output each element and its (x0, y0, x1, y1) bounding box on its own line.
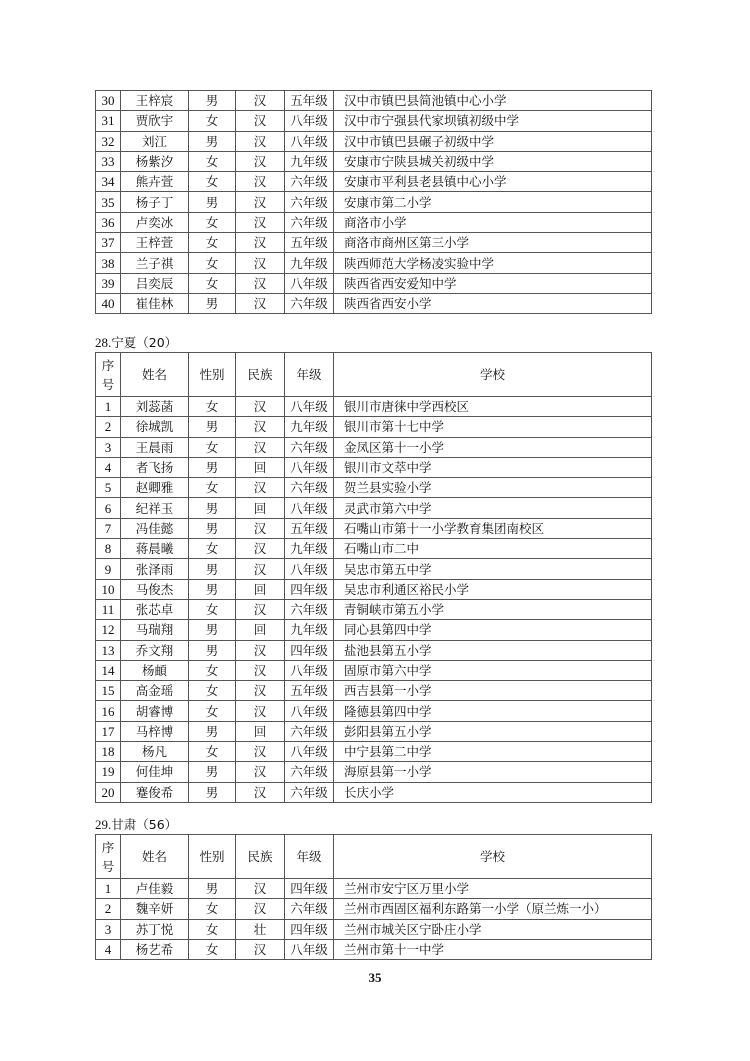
cell-index: 2 (96, 417, 121, 437)
cell-name: 崔佳林 (121, 293, 189, 313)
section-name: 甘肃 (111, 817, 137, 832)
table-row (96, 899, 652, 919)
table-row (96, 91, 652, 111)
cell-gender: 女 (189, 253, 236, 273)
cell-gender: 女 (189, 478, 236, 498)
cell-grade: 四年级 (285, 879, 334, 899)
cell-school: 兰州市安宁区万里小学 (334, 879, 652, 899)
cell-school: 石嘴山市二中 (334, 539, 652, 559)
cell-index: 32 (96, 131, 121, 151)
table-row (96, 417, 652, 437)
cell-grade: 六年级 (285, 899, 334, 919)
cell-grade: 六年级 (285, 721, 334, 741)
cell-name: 马梓博 (121, 721, 189, 741)
cell-gender: 男 (189, 579, 236, 599)
header-row (96, 835, 652, 879)
table-row (96, 782, 652, 802)
cell-index: 3 (96, 437, 121, 457)
cell-gender: 女 (189, 599, 236, 619)
cell-grade: 八年级 (285, 457, 334, 477)
cell-ethnicity: 汉 (236, 518, 285, 538)
cell-ethnicity: 壮 (236, 919, 285, 939)
cell-gender: 男 (189, 91, 236, 111)
cell-index: 34 (96, 172, 121, 192)
cell-index: 18 (96, 742, 121, 762)
cell-grade: 六年级 (285, 437, 334, 457)
cell-name: 高金瑶 (121, 681, 189, 701)
cell-school: 贺兰县实验小学 (334, 478, 652, 498)
cell-school: 银川市第十七中学 (334, 417, 652, 437)
table-row (96, 111, 652, 131)
cell-name: 张芯卓 (121, 599, 189, 619)
cell-gender: 女 (189, 939, 236, 959)
cell-ethnicity: 汉 (236, 681, 285, 701)
cell-gender: 男 (189, 192, 236, 212)
cell-name: 刘蕊菡 (121, 397, 189, 417)
table-gansu (95, 834, 652, 960)
table-row (96, 151, 652, 171)
cell-grade: 六年级 (285, 762, 334, 782)
cell-ethnicity: 汉 (236, 172, 285, 192)
cell-school: 彭阳县第五小学 (334, 721, 652, 741)
cell-index: 2 (96, 899, 121, 919)
cell-name: 魏辛妍 (121, 899, 189, 919)
table-row (96, 192, 652, 212)
cell-name: 杨凡 (121, 742, 189, 762)
cell-school: 安康市第二小学 (334, 192, 652, 212)
cell-school: 安康市宁陕县城关初级中学 (334, 151, 652, 171)
table-row (96, 701, 652, 721)
cell-index: 4 (96, 939, 121, 959)
table-row (96, 457, 652, 477)
cell-gender: 女 (189, 919, 236, 939)
cell-index: 36 (96, 212, 121, 232)
cell-gender: 女 (189, 437, 236, 457)
cell-gender: 男 (189, 782, 236, 802)
section-number: 28. (95, 335, 112, 350)
cell-school: 石嘴山市第十一小学教育集团南校区 (334, 518, 652, 538)
cell-ethnicity: 汉 (236, 742, 285, 762)
cell-school: 汉中市宁强县代家坝镇初级中学 (334, 111, 652, 131)
cell-ethnicity: 汉 (236, 640, 285, 660)
cell-name: 王晨雨 (121, 437, 189, 457)
header-ethnicity: 民族 (236, 353, 285, 397)
cell-gender: 女 (189, 151, 236, 171)
cell-school: 商洛市商州区第三小学 (334, 233, 652, 253)
table-row (96, 919, 652, 939)
cell-grade: 八年级 (285, 701, 334, 721)
cell-gender: 女 (189, 397, 236, 417)
cell-grade: 四年级 (285, 919, 334, 939)
cell-index: 33 (96, 151, 121, 171)
cell-gender: 男 (189, 640, 236, 660)
cell-school: 兰州市西固区福利东路第一小学（原兰炼一小） (334, 899, 652, 919)
table-row (96, 559, 652, 579)
header-index: 序 号 (96, 353, 121, 397)
cell-ethnicity: 汉 (236, 899, 285, 919)
cell-grade: 八年级 (285, 273, 334, 293)
cell-index: 31 (96, 111, 121, 131)
cell-gender: 女 (189, 212, 236, 232)
cell-school: 西吉县第一小学 (334, 681, 652, 701)
cell-gender: 女 (189, 273, 236, 293)
cell-index: 5 (96, 478, 121, 498)
cell-school: 陕西师范大学杨凌实验中学 (334, 253, 652, 273)
cell-ethnicity: 汉 (236, 701, 285, 721)
cell-gender: 男 (189, 762, 236, 782)
cell-school: 固原市第六中学 (334, 660, 652, 680)
cell-index: 16 (96, 701, 121, 721)
table-row (96, 742, 652, 762)
cell-index: 1 (96, 397, 121, 417)
cell-name: 卢佳毅 (121, 879, 189, 899)
cell-name: 马瑞翔 (121, 620, 189, 640)
cell-school: 吴忠市利通区裕民小学 (334, 579, 652, 599)
cell-school: 盐池县第五小学 (334, 640, 652, 660)
cell-index: 15 (96, 681, 121, 701)
cell-school: 汉中市镇巴县碾子初级中学 (334, 131, 652, 151)
cell-index: 39 (96, 273, 121, 293)
cell-name: 赵卿雅 (121, 478, 189, 498)
cell-gender: 男 (189, 620, 236, 640)
cell-gender: 女 (189, 111, 236, 131)
table-row (96, 579, 652, 599)
section-count: （56） (136, 817, 178, 832)
cell-ethnicity: 汉 (236, 939, 285, 959)
cell-ethnicity: 汉 (236, 762, 285, 782)
cell-school: 陕西省西安爱知中学 (334, 273, 652, 293)
cell-ethnicity: 汉 (236, 192, 285, 212)
cell-grade: 六年级 (285, 172, 334, 192)
cell-name: 杨艺希 (121, 939, 189, 959)
cell-name: 杨紫汐 (121, 151, 189, 171)
cell-gender: 女 (189, 660, 236, 680)
table-row (96, 721, 652, 741)
cell-ethnicity: 汉 (236, 879, 285, 899)
cell-grade: 八年级 (285, 742, 334, 762)
cell-ethnicity: 回 (236, 579, 285, 599)
cell-name: 刘江 (121, 131, 189, 151)
cell-gender: 女 (189, 172, 236, 192)
cell-name: 贾欣宇 (121, 111, 189, 131)
cell-gender: 男 (189, 498, 236, 518)
cell-grade: 八年级 (285, 559, 334, 579)
cell-ethnicity: 汉 (236, 599, 285, 619)
cell-name: 纪祥玉 (121, 498, 189, 518)
cell-name: 何佳坤 (121, 762, 189, 782)
table-row (96, 518, 652, 538)
cell-ethnicity: 汉 (236, 233, 285, 253)
cell-ethnicity: 汉 (236, 253, 285, 273)
header-grade: 年级 (285, 353, 334, 397)
cell-gender: 男 (189, 518, 236, 538)
header-gender: 性别 (189, 835, 236, 879)
header-ethnicity: 民族 (236, 835, 285, 879)
cell-grade: 九年级 (285, 417, 334, 437)
cell-grade: 八年级 (285, 397, 334, 417)
cell-grade: 八年级 (285, 111, 334, 131)
cell-index: 20 (96, 782, 121, 802)
table-row (96, 640, 652, 660)
header-gender: 性别 (189, 353, 236, 397)
cell-ethnicity: 汉 (236, 478, 285, 498)
cell-gender: 女 (189, 742, 236, 762)
cell-school: 灵武市第六中学 (334, 498, 652, 518)
table-row (96, 681, 652, 701)
cell-gender: 女 (189, 539, 236, 559)
cell-name: 杨頔 (121, 660, 189, 680)
cell-gender: 女 (189, 701, 236, 721)
table-row (96, 498, 652, 518)
cell-index: 17 (96, 721, 121, 741)
cell-index: 4 (96, 457, 121, 477)
table-row (96, 879, 652, 899)
cell-index: 8 (96, 539, 121, 559)
cell-grade: 六年级 (285, 478, 334, 498)
cell-ethnicity: 回 (236, 457, 285, 477)
page-number: 35 (368, 970, 382, 985)
cell-name: 冯佳懿 (121, 518, 189, 538)
cell-gender: 男 (189, 457, 236, 477)
table-row (96, 939, 652, 959)
cell-ethnicity: 汉 (236, 782, 285, 802)
cell-grade: 五年级 (285, 91, 334, 111)
cell-grade: 五年级 (285, 518, 334, 538)
cell-index: 12 (96, 620, 121, 640)
header-grade: 年级 (285, 835, 334, 879)
cell-ethnicity: 汉 (236, 212, 285, 232)
cell-school: 青铜峡市第五小学 (334, 599, 652, 619)
cell-ethnicity: 汉 (236, 151, 285, 171)
section-name: 宁夏 (111, 335, 137, 350)
cell-index: 19 (96, 762, 121, 782)
table-row (96, 539, 652, 559)
cell-grade: 五年级 (285, 681, 334, 701)
cell-ethnicity: 汉 (236, 660, 285, 680)
cell-school: 同心县第四中学 (334, 620, 652, 640)
cell-gender: 男 (189, 293, 236, 313)
section-title-gansu (95, 815, 177, 833)
header-name: 姓名 (121, 353, 189, 397)
cell-name: 者飞扬 (121, 457, 189, 477)
cell-name: 熊卉萱 (121, 172, 189, 192)
cell-index: 11 (96, 599, 121, 619)
cell-index: 38 (96, 253, 121, 273)
cell-grade: 九年级 (285, 253, 334, 273)
header-name: 姓名 (121, 835, 189, 879)
cell-gender: 男 (189, 559, 236, 579)
cell-name: 马俊杰 (121, 579, 189, 599)
cell-index: 35 (96, 192, 121, 212)
cell-index: 3 (96, 919, 121, 939)
cell-ethnicity: 汉 (236, 559, 285, 579)
cell-grade: 九年级 (285, 539, 334, 559)
cell-name: 兰子祺 (121, 253, 189, 273)
header-index: 序 号 (96, 835, 121, 879)
header-school: 学校 (334, 353, 652, 397)
cell-school: 银川市文萃中学 (334, 457, 652, 477)
cell-school: 长庆小学 (334, 782, 652, 802)
cell-gender: 女 (189, 899, 236, 919)
cell-name: 王梓宸 (121, 91, 189, 111)
cell-ethnicity: 回 (236, 721, 285, 741)
cell-index: 10 (96, 579, 121, 599)
cell-gender: 女 (189, 681, 236, 701)
cell-index: 9 (96, 559, 121, 579)
table-row (96, 478, 652, 498)
cell-ethnicity: 回 (236, 498, 285, 518)
cell-grade: 六年级 (285, 192, 334, 212)
cell-ethnicity: 汉 (236, 111, 285, 131)
section-number: 29. (95, 817, 112, 832)
table-row (96, 660, 652, 680)
table-row (96, 172, 652, 192)
table-row (96, 273, 652, 293)
cell-grade: 四年级 (285, 579, 334, 599)
header-row (96, 353, 652, 397)
cell-index: 1 (96, 879, 121, 899)
cell-grade: 九年级 (285, 620, 334, 640)
cell-ethnicity: 回 (236, 620, 285, 640)
table-row (96, 233, 652, 253)
cell-ethnicity: 汉 (236, 539, 285, 559)
cell-grade: 五年级 (285, 233, 334, 253)
cell-school: 吴忠市第五中学 (334, 559, 652, 579)
cell-name: 张泽雨 (121, 559, 189, 579)
cell-name: 王梓萱 (121, 233, 189, 253)
cell-name: 乔文翔 (121, 640, 189, 660)
cell-gender: 男 (189, 721, 236, 741)
cell-gender: 男 (189, 131, 236, 151)
cell-index: 6 (96, 498, 121, 518)
cell-grade: 八年级 (285, 498, 334, 518)
cell-ethnicity: 汉 (236, 437, 285, 457)
cell-gender: 男 (189, 417, 236, 437)
table-ningxia (95, 352, 652, 803)
cell-ethnicity: 汉 (236, 293, 285, 313)
cell-name: 卢奕冰 (121, 212, 189, 232)
table-row (96, 620, 652, 640)
section-count: （20） (136, 335, 178, 350)
cell-name: 胡睿博 (121, 701, 189, 721)
table-row (96, 437, 652, 457)
cell-grade: 四年级 (285, 640, 334, 660)
cell-grade: 九年级 (285, 151, 334, 171)
cell-ethnicity: 汉 (236, 91, 285, 111)
cell-index: 14 (96, 660, 121, 680)
table-row (96, 397, 652, 417)
cell-name: 吕奕辰 (121, 273, 189, 293)
cell-grade: 六年级 (285, 782, 334, 802)
table-row (96, 293, 652, 313)
cell-ethnicity: 汉 (236, 417, 285, 437)
section-title-ningxia (95, 333, 177, 351)
cell-school: 陕西省西安小学 (334, 293, 652, 313)
cell-grade: 六年级 (285, 212, 334, 232)
cell-school: 隆德县第四中学 (334, 701, 652, 721)
cell-ethnicity: 汉 (236, 131, 285, 151)
cell-school: 安康市平利县老县镇中心小学 (334, 172, 652, 192)
table-row (96, 131, 652, 151)
cell-index: 7 (96, 518, 121, 538)
cell-school: 兰州市城关区宁卧庄小学 (334, 919, 652, 939)
cell-school: 兰州市第十一中学 (334, 939, 652, 959)
cell-name: 苏丁悦 (121, 919, 189, 939)
cell-name: 蒋晨曦 (121, 539, 189, 559)
cell-index: 13 (96, 640, 121, 660)
cell-gender: 女 (189, 233, 236, 253)
cell-name: 徐城凯 (121, 417, 189, 437)
cell-grade: 六年级 (285, 293, 334, 313)
header-school: 学校 (334, 835, 652, 879)
cell-index: 30 (96, 91, 121, 111)
cell-grade: 八年级 (285, 660, 334, 680)
cell-grade: 八年级 (285, 131, 334, 151)
cell-gender: 男 (189, 879, 236, 899)
cell-index: 37 (96, 233, 121, 253)
cell-grade: 六年级 (285, 599, 334, 619)
cell-grade: 八年级 (285, 939, 334, 959)
table-row (96, 253, 652, 273)
cell-index: 40 (96, 293, 121, 313)
cell-school: 商洛市小学 (334, 212, 652, 232)
cell-school: 中宁县第二中学 (334, 742, 652, 762)
cell-school: 金凤区第十一小学 (334, 437, 652, 457)
cell-school: 汉中市镇巴县简池镇中心小学 (334, 91, 652, 111)
table-row (96, 762, 652, 782)
table-shaanxi-continued (95, 90, 652, 314)
cell-name: 杨子丁 (121, 192, 189, 212)
cell-ethnicity: 汉 (236, 273, 285, 293)
cell-school: 海原县第一小学 (334, 762, 652, 782)
table-row (96, 599, 652, 619)
cell-ethnicity: 汉 (236, 397, 285, 417)
cell-school: 银川市唐徕中学西校区 (334, 397, 652, 417)
table-row (96, 212, 652, 232)
cell-name: 蹇俊希 (121, 782, 189, 802)
